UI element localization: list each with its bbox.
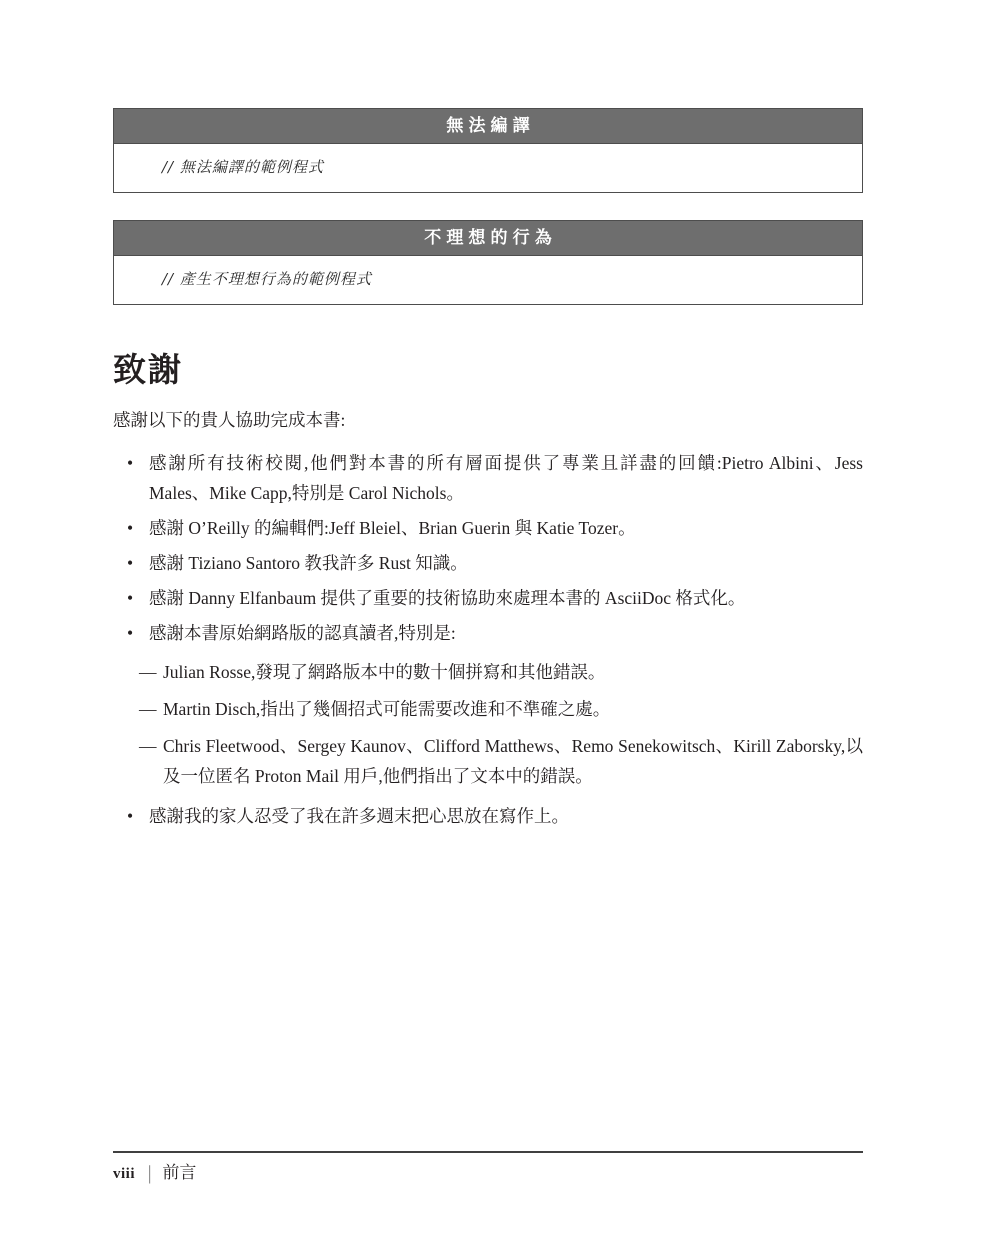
bullet-marker: • (127, 805, 134, 826)
list-item-text: 感謝所有技術校閱,他們對本書的所有層面提供了專業且詳盡的回饋:Pietro Albini、Jess Males、Mike Capp,特別是 Carol Nichols。 (149, 452, 863, 503)
list-item (113, 618, 863, 648)
bullet-marker: • (127, 552, 134, 573)
sublist-item-text: Julian Rosse,發現了網路版本中的數十個拼寫和其他錯誤。 (163, 661, 606, 682)
admonition-title: 不理想的行為 (114, 221, 862, 256)
footer-section-title: 前言 (162, 1163, 197, 1182)
list-item (113, 448, 863, 508)
list-item-text: 感謝我的家人忍受了我在許多週末把心思放在寫作上。 (149, 805, 569, 826)
bullet-marker: • (127, 517, 134, 538)
bullet-marker: • (127, 622, 134, 643)
list-item (113, 513, 863, 543)
code-comment: // 無法編譯的範例程式 (162, 158, 324, 176)
admonition-body (114, 144, 862, 192)
bullet-marker: • (127, 452, 134, 473)
list-item-text: 感謝本書原始網路版的認真讀者,特別是: (149, 622, 456, 643)
dash-marker: — (139, 735, 155, 756)
sublist-item (113, 694, 863, 724)
footer-separator: | (148, 1161, 152, 1184)
sublist-item-text: Martin Disch,指出了幾個招式可能需要改進和不準確之處。 (163, 698, 611, 719)
code-comment: // 產生不理想行為的範例程式 (162, 270, 372, 288)
list-item-text: 感謝 Tiziano Santoro 教我許多 Rust 知識。 (149, 552, 468, 573)
sublist-item-text: Chris Fleetwood、Sergey Kaunov、Clifford Matthews、Remo Senekowitsch、Kirill Zaborsky,以及一位匿名 Proton Mail 用戶,他們指出了文本中的錯誤。 (163, 735, 863, 786)
page-footer (113, 1151, 863, 1185)
list-item (113, 548, 863, 578)
list-item-text: 感謝 O’Reilly 的編輯們:Jeff Bleiel、Brian Guerin 與 Katie Tozer。 (149, 517, 636, 538)
admonition-body (114, 256, 862, 304)
sublist-item (113, 731, 863, 791)
sublist-item (113, 657, 863, 687)
admonition-undesired-behavior (113, 220, 863, 305)
admonition-cannot-compile (113, 108, 863, 193)
acknowledgment-list (113, 448, 863, 831)
page-content (113, 108, 863, 836)
list-item (113, 583, 863, 613)
dash-marker: — (139, 661, 155, 682)
reader-sublist (113, 657, 863, 791)
bullet-marker: • (127, 587, 134, 608)
dash-marker: — (139, 698, 155, 719)
admonition-title: 無法編譯 (114, 109, 862, 144)
page-number: viii (113, 1166, 136, 1182)
section-heading-acknowledgments: 致謝 (113, 351, 183, 388)
intro-paragraph: 感謝以下的貴人協助完成本書: (113, 409, 346, 430)
list-item (113, 801, 863, 831)
list-item-text: 感謝 Danny Elfanbaum 提供了重要的技術協助來處理本書的 AsciiDoc 格式化。 (149, 587, 746, 608)
